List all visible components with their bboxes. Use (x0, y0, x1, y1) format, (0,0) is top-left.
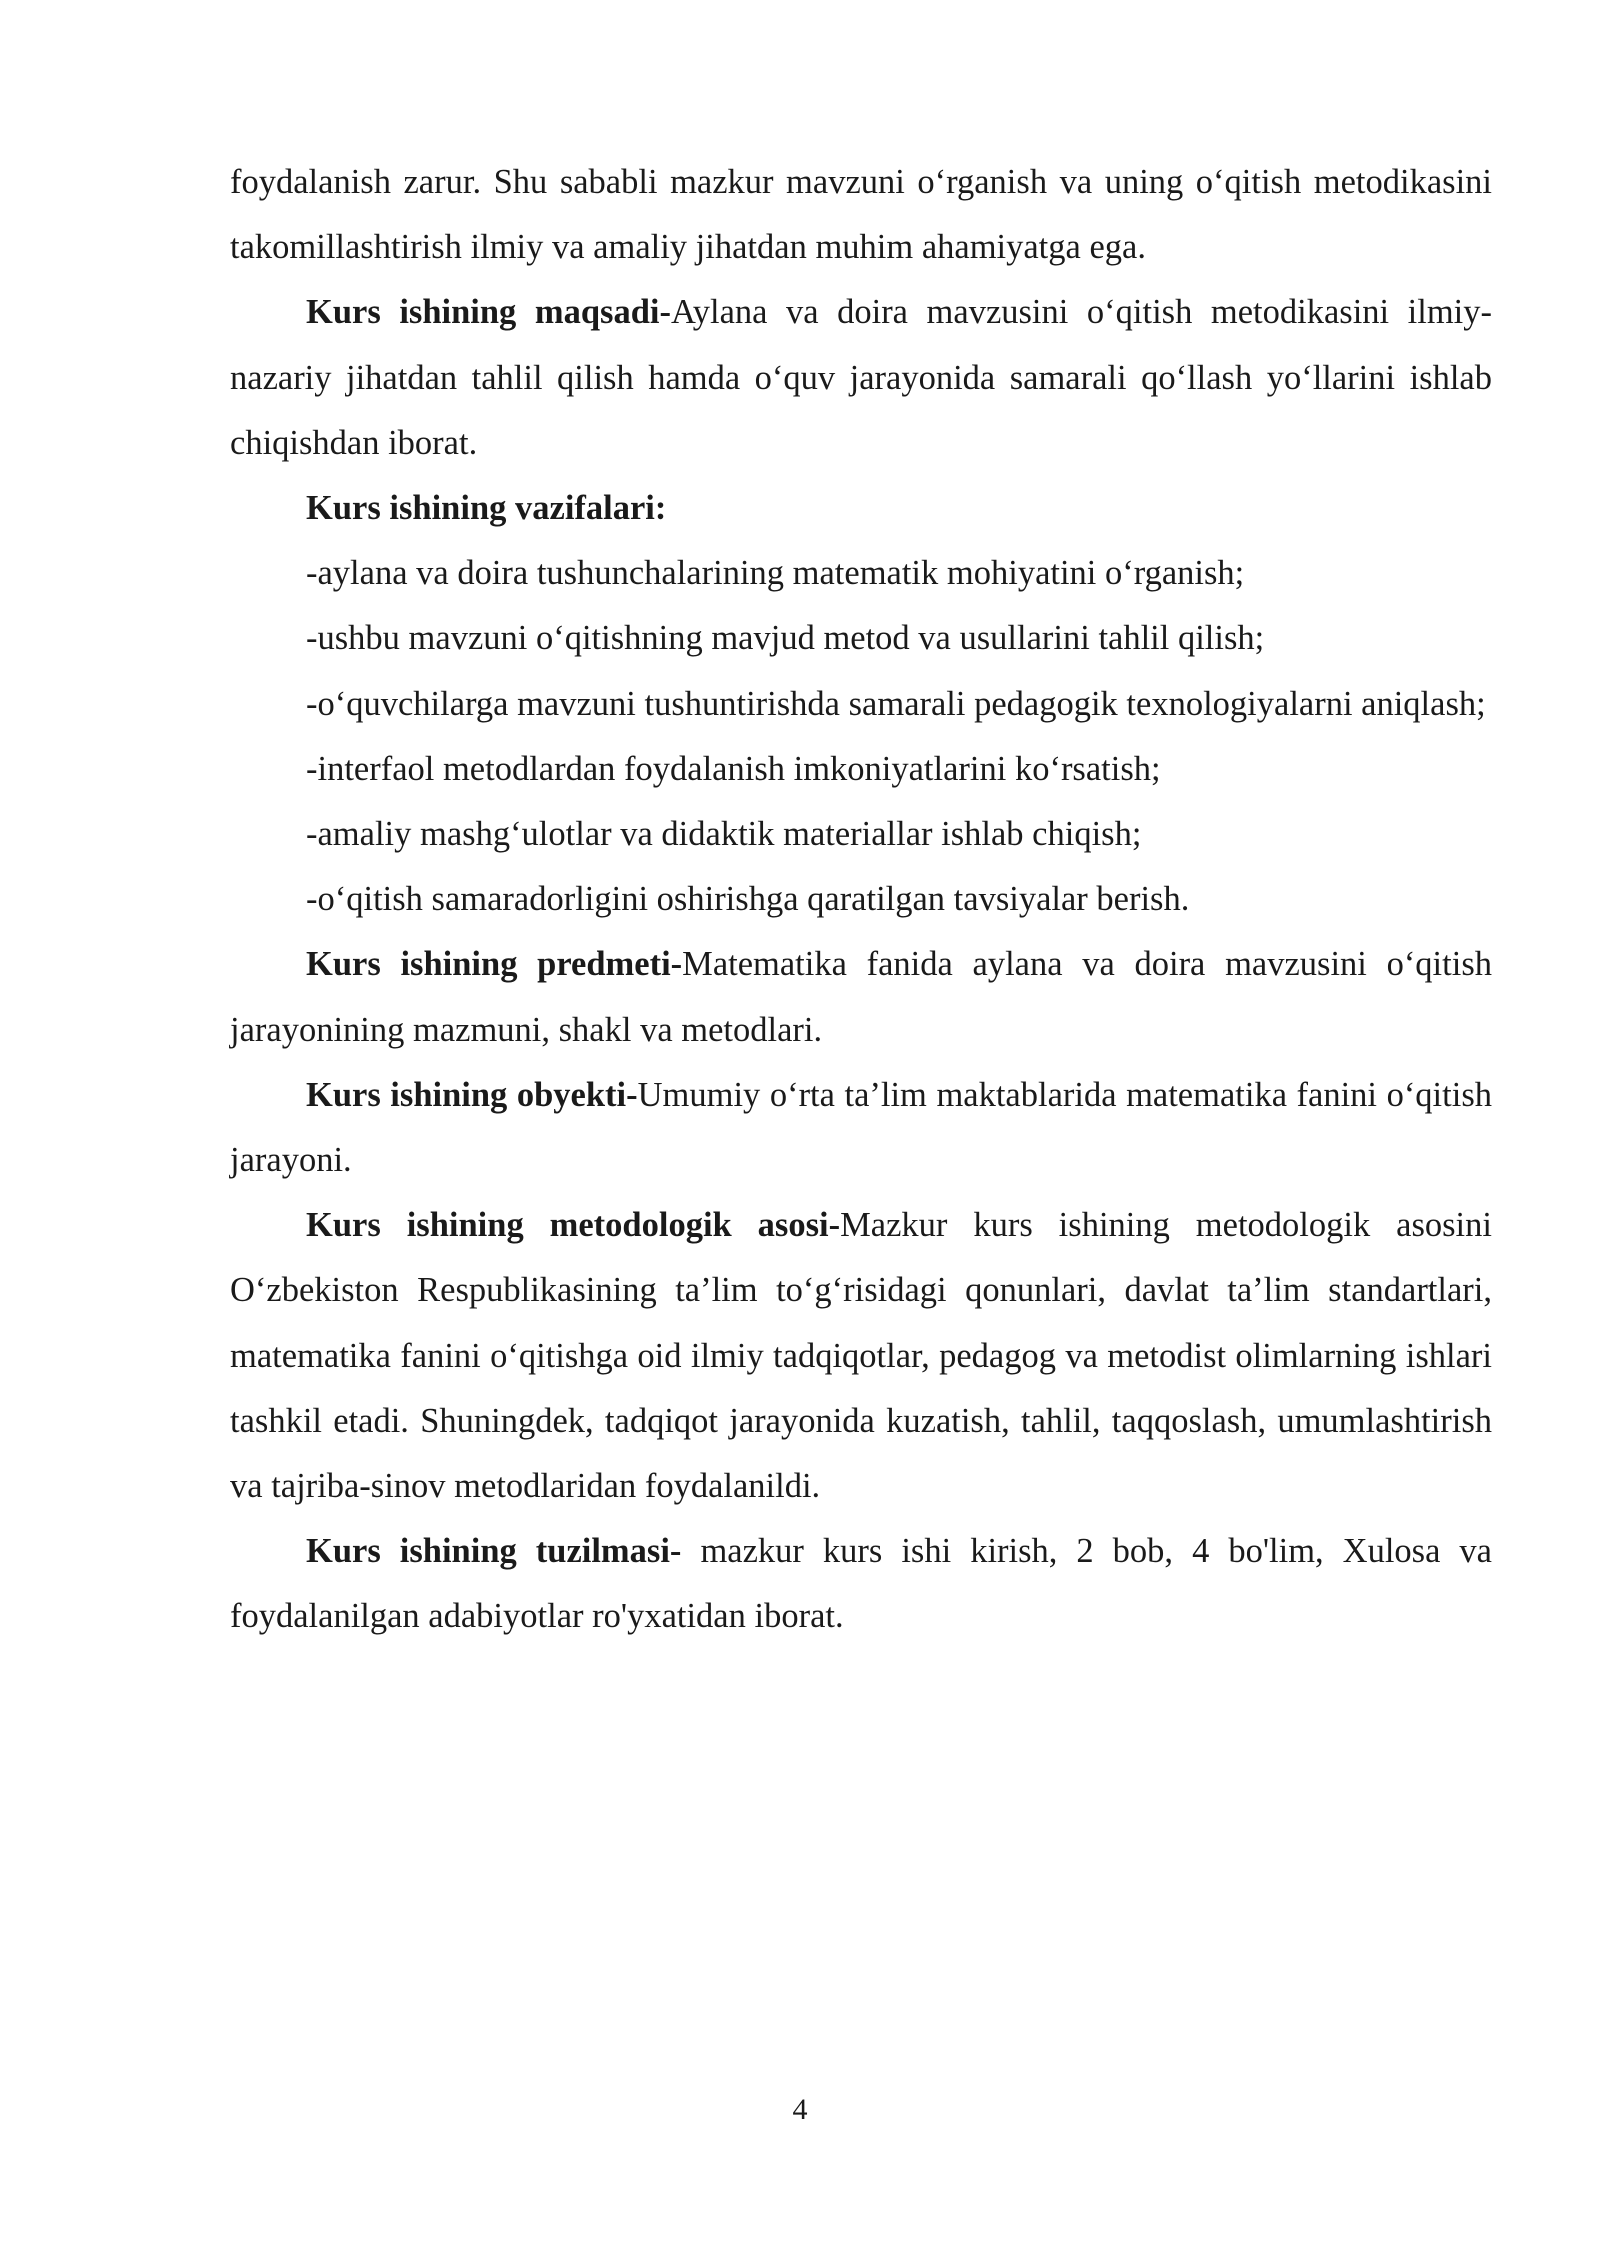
page-number: 4 (792, 2093, 808, 2126)
predmet-label: Kurs ishining predmeti- (306, 945, 683, 984)
vazifa-item: -aylana va doira tushunchalarining matematik mohiyatini o‘rganish; (306, 554, 1245, 593)
obyekt-text: Umumiy o‘rta ta’lim maktablarida matematika fanini o‘qitish jarayoni. (230, 1075, 1492, 1180)
predmet-paragraph (230, 932, 1492, 1062)
maqsad-label: Kurs ishining maqsadi- (306, 293, 671, 332)
vazifa-item: -ushbu mavzuni o‘qitishning mavjud metod va usullarini tahlil qilish; (306, 619, 1265, 658)
metodologik-text: Mazkur kurs ishining metodologik asosini O‘zbekiston Respublikasining ta’lim to‘g‘risidagi qonunlari, davlat ta’lim standartlari, matematika fanini o‘qitishga oid ilmiy tadqiqotlar, pedagog va metodist olimlarning ishlari tashkil etadi. Shuningdek, tadqiqot jarayonida kuzatish, tahlil, taqqoslash, umumlashtirish va tajriba-sinov metodlaridan foydalanildi. (230, 1206, 1492, 1506)
vazifa-item: -o‘qitish samaradorligini oshirishga qaratilgan tavsiyalar berish. (306, 880, 1190, 919)
predmet-text: Matematika fanida aylana va doira mavzusini o‘qitish jarayonining mazmuni, shakl va metodlari. (230, 945, 1492, 1049)
obyekt-paragraph (230, 1063, 1492, 1193)
tuzilma-paragraph (230, 1519, 1492, 1649)
maqsad-paragraph (230, 280, 1492, 476)
intro-text: foydalanish zarur. Shu sababli mazkur mavzuni o‘rganish va uning o‘qitish metodikasini takomillashtirish ilmiy va amaliy jihatdan muhim ahamiyatga ega. (230, 163, 1492, 267)
body-text (230, 150, 1492, 1650)
vazifalar-heading (230, 476, 1492, 541)
intro-paragraph (230, 150, 1492, 280)
vazifa-item: -interfaol metodlardan foydalanish imkoniyatlarini ko‘rsatish; (306, 749, 1161, 788)
maqsad-text: Aylana va doira mavzusini o‘qitish metodikasini ilmiy-nazariy jihatdan tahlil qilish hamda o‘quv jarayonida samarali qo‘llash yo‘llarini ishlab chiqishdan iborat. (230, 293, 1492, 462)
vazifa-item: -o‘quvchilarga mavzuni tushuntirishda samarali pedagogik texnologiyalarni aniqlash; (306, 684, 1486, 723)
metodologik-label: Kurs ishining metodologik asosi- (306, 1206, 841, 1245)
obyekt-label: Kurs ishining obyekti- (306, 1075, 638, 1114)
vazifa-item: -amaliy mashg‘ulotlar va didaktik materiallar ishlab chiqish; (306, 815, 1142, 854)
vazifalar-label: Kurs ishining vazifalari: (306, 489, 667, 528)
metodologik-paragraph (230, 1193, 1492, 1519)
tuzilma-text: mazkur kurs ishi kirish, 2 bob, 4 bo'lim, Xulosa va foydalanilgan adabiyotlar ro'yxatidan iborat. (230, 1532, 1492, 1636)
tuzilma-label: Kurs ishining tuzilmasi- (306, 1532, 682, 1571)
